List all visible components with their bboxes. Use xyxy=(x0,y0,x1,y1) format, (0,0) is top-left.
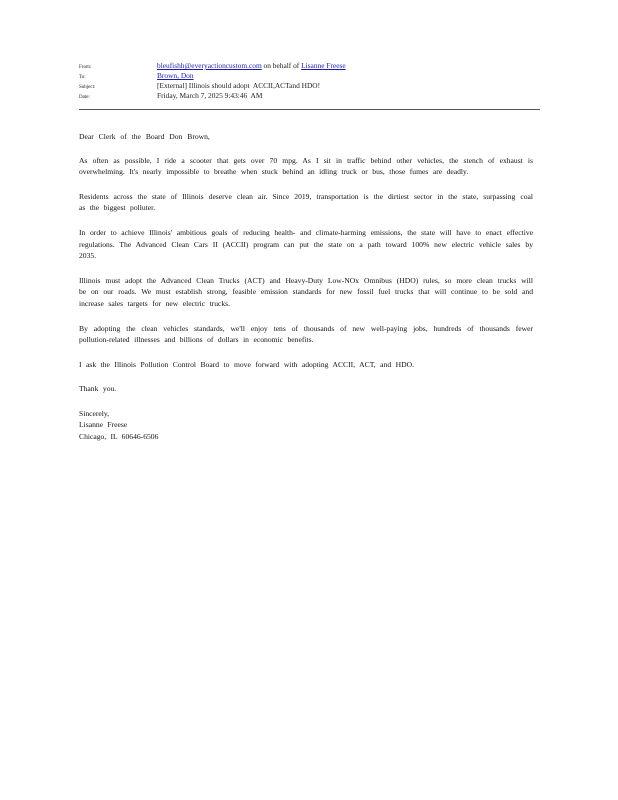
greeting: Dear Clerk of the Board Don Brown, xyxy=(79,132,210,141)
paragraph-5: By adopting the clean vehicles standards, we'll enjoy tens of thousands of new well-paying jobs, hundreds of thousands fewer pollution-related illnesses and billions of dollars in economic benefits. xyxy=(79,323,533,345)
paragraph-4: Illinois must adopt the Advanced Clean Trucks (ACT) and Heavy-Duty Low-NOx Omnibus (HDO) rules, so more clean trucks will be on our roads. We must establish strong, feasible emission standards for new fossil fuel trucks that will continue to be sold and increase sales targets for new electric trucks. xyxy=(79,275,533,308)
date-value: Friday, March 7, 2025 9:43:46 AM xyxy=(157,91,263,100)
date-label: Date: xyxy=(79,95,90,100)
from-name-link[interactable]: Lisanne Freese xyxy=(301,61,346,70)
signature-location: Chicago, IL 60646-6506 xyxy=(79,431,159,441)
to-recipient-link[interactable]: Brown, Don xyxy=(157,71,194,80)
from-middle-text: on behalf of xyxy=(261,61,302,70)
header-row-from xyxy=(79,61,539,71)
paragraph-3: In order to achieve Illinois' ambitious goals of reducing health- and climate-harming emissions, the state will have to enact effective regulations. The Advanced Clean Cars II (ACCII) program can put the state on a path toward 100% new electric vehicle sales by 2035. xyxy=(79,227,533,261)
from-value xyxy=(157,61,346,71)
email-header xyxy=(79,61,539,101)
header-divider xyxy=(79,109,540,110)
header-row-date xyxy=(79,91,539,101)
to-value xyxy=(157,71,194,81)
from-label: From: xyxy=(79,65,92,70)
paragraph-6: I ask the Illinois Pollution Control Board to move forward with adopting ACCII, ACT, and HDO. xyxy=(79,359,414,369)
signature-name: Lisanne Freese xyxy=(79,420,128,430)
paragraph-2: Residents across the state of Illinois deserve clean air. Since 2019, transportation is the dirtiest sector in the state, surpassing coal as the biggest polluter. xyxy=(79,191,533,213)
signature-closing: Sincerely, xyxy=(79,408,110,418)
header-row-subject xyxy=(79,81,539,91)
paragraph-1: As often as possible, I ride a scooter that gets over 70 mpg. As I sit in traffic behind other vehicles, the stench of exhaust is overwhelming. It's nearly impossible to breathe when stuck behind an idling truck or bus, those fumes are deadly. xyxy=(79,155,533,177)
subject-value: [External] Illinois should adopt ACCII,ACTand HDO! xyxy=(157,81,321,90)
to-label: To: xyxy=(79,75,86,80)
paragraph-7: Thank you. xyxy=(79,384,117,394)
signature-block xyxy=(79,408,533,442)
from-address-link[interactable]: bleufishh@everyactioncustom.com xyxy=(157,61,262,70)
email-body xyxy=(79,131,533,442)
subject-label: Subject: xyxy=(79,85,96,90)
header-row-to xyxy=(79,71,539,81)
